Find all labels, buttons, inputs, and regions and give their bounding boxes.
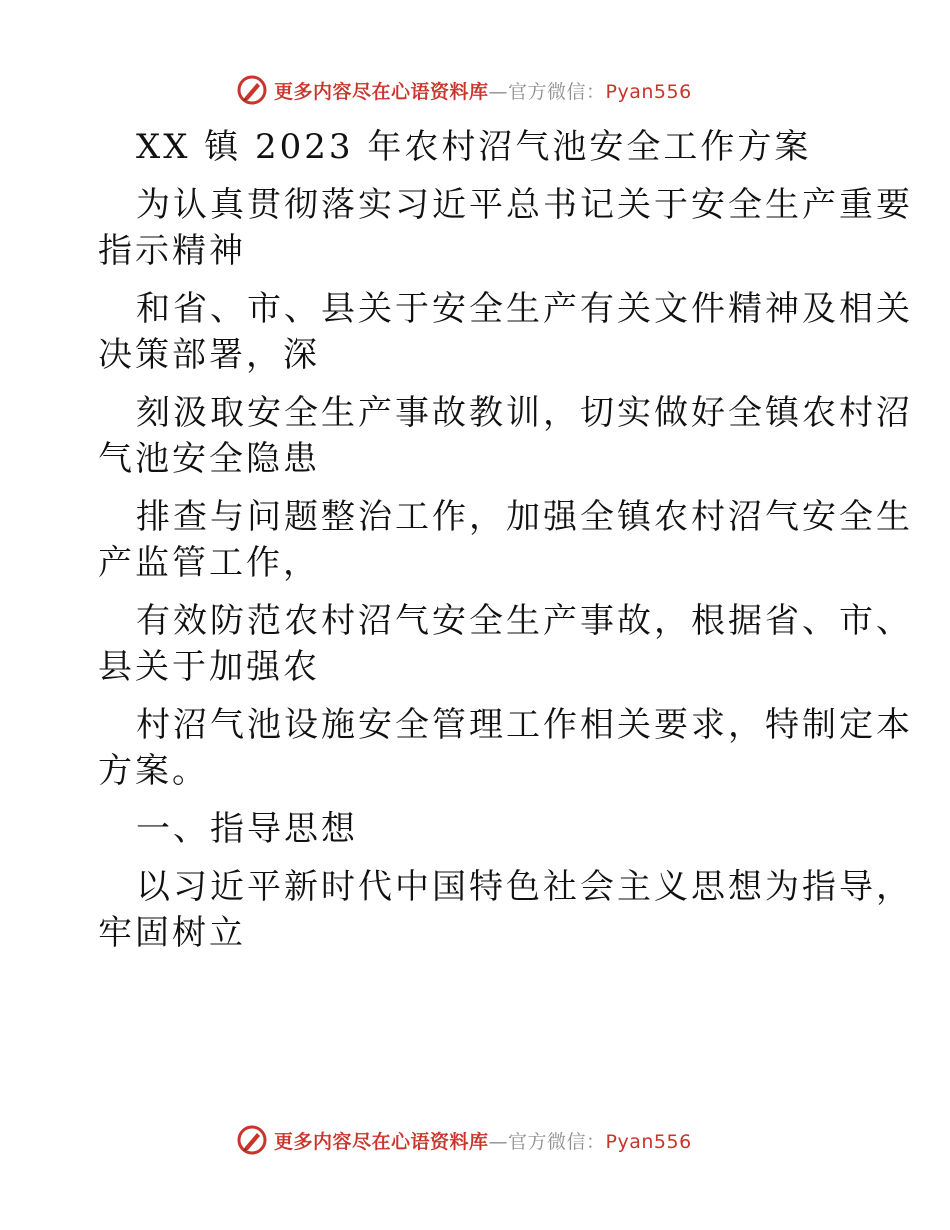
paragraph-line: 方案。 [98, 751, 209, 791]
paragraph-line: 刻汲取安全生产事故教训，切实做好全镇农村沼 [136, 393, 913, 433]
paragraph-line: 和省、市、县关于安全生产有关文件精神及相关 [136, 289, 913, 329]
paragraph-6 [98, 702, 913, 794]
watermark-site: 更多内容尽在心语资料库 [274, 80, 489, 103]
paragraph-2 [98, 286, 913, 378]
footer-watermark [236, 1122, 692, 1158]
watermark-text [274, 77, 692, 104]
paragraph-line: 为认真贯彻落实习近平总书记关于安全生产重要 [136, 185, 913, 225]
paragraph-1 [98, 182, 913, 274]
paragraph-line: 决策部署，深 [98, 335, 320, 375]
watermark-dash: — [488, 1130, 509, 1153]
document-title: XX 镇 2023 年农村沼气池安全工作方案 [136, 127, 812, 167]
paragraph-line: 气池安全隐患 [98, 439, 320, 479]
watermark-wechat-label: 官方微信： [508, 80, 606, 103]
section-heading: 一、指导思想 [136, 809, 358, 849]
watermark-wechat-id: Pyan556 [605, 1130, 692, 1153]
paragraph-line: 指示精神 [98, 231, 246, 271]
pen-logo-icon [236, 1124, 268, 1156]
paragraph-line: 排查与问题整治工作，加强全镇农村沼气安全生 [136, 497, 913, 537]
paragraph-5 [98, 598, 913, 690]
paragraph-4 [98, 494, 913, 586]
watermark-wechat-id: Pyan556 [605, 80, 692, 103]
watermark-text [274, 1127, 692, 1154]
header-watermark [236, 72, 692, 108]
document-body [98, 124, 913, 956]
paragraph-line: 以习近平新时代中国特色社会主义思想为指导， [136, 867, 913, 907]
paragraph-7 [98, 864, 913, 956]
paragraph-line: 县关于加强农 [98, 647, 320, 687]
paragraph-line: 有效防范农村沼气安全生产事故，根据省、市、 [136, 601, 913, 641]
paragraph-line: 产监管工作， [98, 543, 320, 583]
watermark-dash: — [488, 80, 509, 103]
section-heading-block [98, 806, 854, 852]
watermark-site: 更多内容尽在心语资料库 [274, 1130, 489, 1153]
paragraph-line: 牢固树立 [98, 913, 246, 953]
paragraph-3 [98, 390, 913, 482]
pen-logo-icon [236, 74, 268, 106]
paragraph-line: 村沼气池设施安全管理工作相关要求，特制定本 [136, 705, 913, 745]
watermark-wechat-label: 官方微信： [508, 1130, 606, 1153]
